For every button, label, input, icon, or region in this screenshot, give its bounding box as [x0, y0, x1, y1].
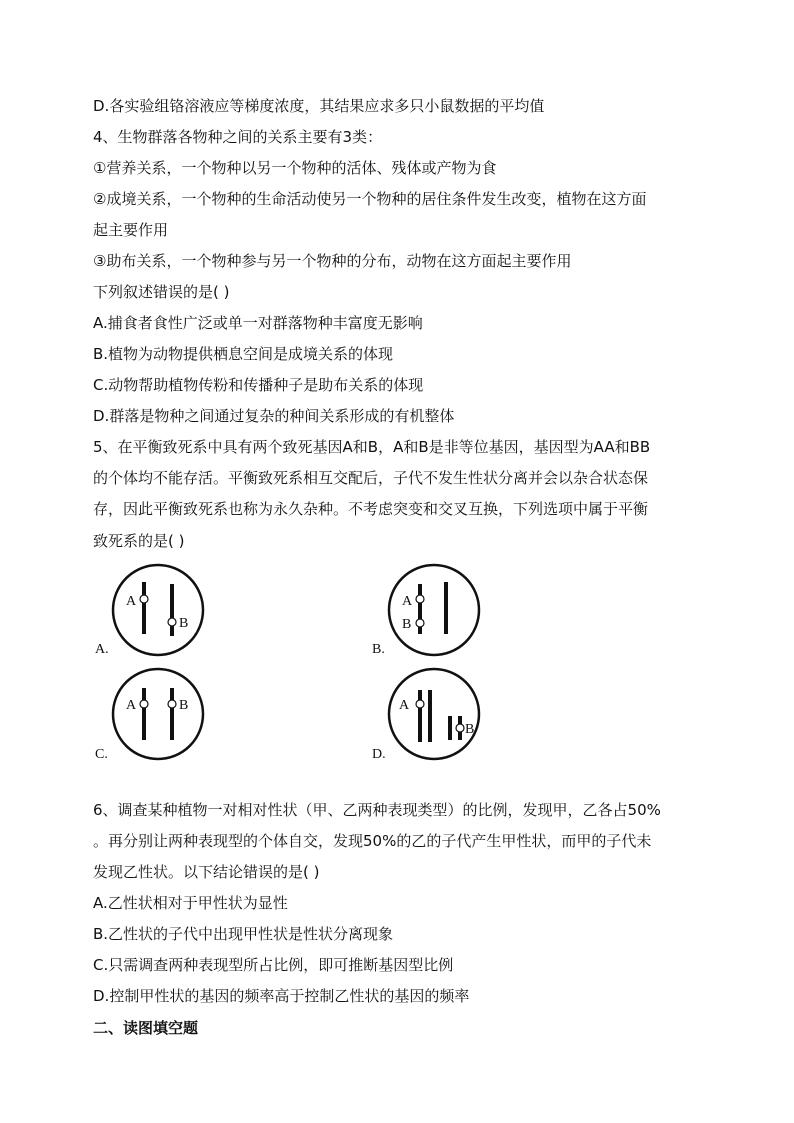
text-line: 起主要作用 — [93, 221, 169, 239]
text-line: ①营养关系，一个物种以另一个物种的活体、残体或产物为食 — [93, 159, 497, 177]
option-d: D.控制甲性状的基因的频率高于控制乙性状的基因的频率 — [93, 987, 470, 1005]
gene-label-a: A — [126, 594, 137, 609]
text-line: 。再分别让两种表现型的个体自交，发现50%的乙的子代产生甲性状，而甲的子代未 — [93, 832, 652, 850]
figure-option-a-label: A. — [95, 642, 109, 657]
option-c: C.动物帮助植物传粉和传播种子是助布关系的体现 — [93, 376, 424, 394]
gene-label-a: A — [399, 698, 410, 713]
text-line: 下列叙述错误的是( ) — [93, 283, 230, 301]
cell-diagram-c — [110, 666, 206, 762]
gene-label-b: B — [465, 722, 475, 737]
gene-label-a: A — [126, 698, 137, 713]
cell-diagram-d — [386, 666, 482, 762]
gene-label-a: A — [402, 594, 413, 609]
gene-label-b: B — [179, 698, 189, 713]
question-5-stem: 5、在平衡致死系中具有两个致死基因A和B，A和B是非等位基因，基因型为AA和BB — [93, 438, 651, 456]
figure-option-b-label: B. — [372, 642, 385, 657]
text-line: ②成境关系，一个物种的生命活动使另一个物种的居住条件发生改变，植物在这方面 — [93, 190, 647, 208]
text-line: 致死系的是( ) — [93, 532, 185, 550]
option-d: D.群落是物种之间通过复杂的种间关系形成的有机整体 — [93, 407, 455, 425]
option-b: B.乙性状的子代中出现甲性状是性状分离现象 — [93, 925, 394, 943]
text-line: D.各实验组铬溶液应等梯度浓度，其结果应求多只小鼠数据的平均值 — [93, 97, 545, 115]
text-line: 的个体均不能存活。平衡致死系相互交配后，子代不发生性状分离并会以杂合状态保 — [93, 469, 649, 487]
gene-label-b: B — [179, 616, 189, 631]
option-b: B.植物为动物提供栖息空间是成境关系的体现 — [93, 345, 394, 363]
section-heading: 二、读图填空题 — [93, 1019, 199, 1037]
option-a: A.乙性状相对于甲性状为显性 — [93, 894, 288, 912]
text-line: ③助布关系，一个物种参与另一个物种的分布，动物在这方面起主要作用 — [93, 252, 572, 270]
figure-option-d-label: D. — [372, 747, 386, 762]
cell-diagram-a — [110, 562, 206, 658]
option-c: C.只需调查两种表现型所占比例，即可推断基因型比例 — [93, 956, 454, 974]
question-6-stem: 6、调查某种植物一对相对性状（甲、乙两种表现类型）的比例，发现甲，乙各占50% — [93, 801, 661, 819]
text-line: 存，因此平衡致死系也称为永久杂种。不考虑突变和交叉互换，下列选项中属于平衡 — [93, 500, 649, 518]
text-line: 发现乙性状。以下结论错误的是( ) — [93, 863, 320, 881]
cell-diagram-b — [386, 562, 482, 658]
figure-option-c-label: C. — [95, 747, 108, 762]
option-a: A.捕食者食性广泛或单一对群落物种丰富度无影响 — [93, 314, 423, 332]
gene-label-b: B — [402, 617, 412, 632]
question-4-stem: 4、生物群落各物种之间的关系主要有3类： — [93, 128, 383, 146]
